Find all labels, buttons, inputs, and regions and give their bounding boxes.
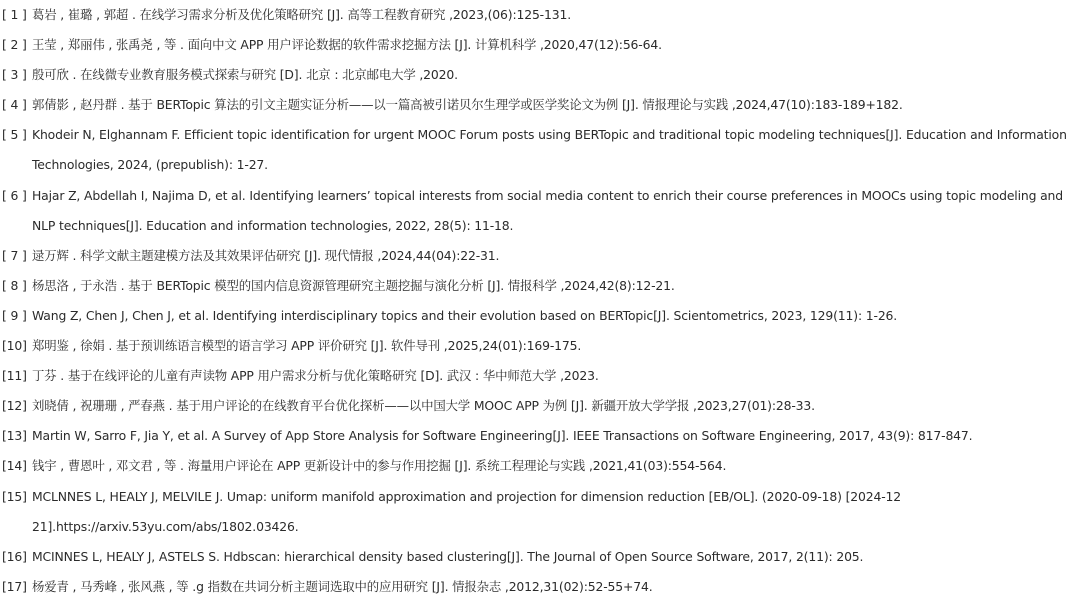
reference-item-1 <box>0 0 1080 30</box>
reference-text: Hajar Z, Abdellah I, Najima D, et al. Identifying learners’ topical interests from social media content to enrich their course preferences in MOOCs using topic modeling and NLP techniques[J]. Education and information technologies, 2022, 28(5): 11-18. <box>32 187 1063 233</box>
reference-text: 杨思洛 , 于永浩 . 基于 BERTopic 模型的国内信息资源管理研究主题挖掘与演化分析 [J]. 情报科学 ,2024,42(8):12-21. <box>32 277 675 293</box>
reference-item-12 <box>0 391 1080 421</box>
reference-item-13 <box>0 421 1080 451</box>
reference-item-17 <box>0 572 1080 602</box>
reference-number: [ 6 ] <box>2 187 27 203</box>
reference-number: [ 3 ] <box>2 67 27 83</box>
reference-item-5 <box>0 120 1080 180</box>
reference-number: [ 9 ] <box>2 307 27 323</box>
reference-item-4 <box>0 90 1080 120</box>
reference-item-7 <box>0 241 1080 271</box>
reference-text: MCLNNES L, HEALY J, MELVILE J. Umap: uniform manifold approximation and projection for dimension reduction [EB/OL]. (2020-09-18) [2024-12 21].https://arxiv.53yu.com/abs/1802.03426. <box>32 488 901 534</box>
reference-number: [ 5 ] <box>2 127 27 143</box>
reference-text: 葛岩 , 崔璐 , 郭超 . 在线学习需求分析及优化策略研究 [J]. 高等工程教育研究 ,2023,(06):125-131. <box>32 7 571 22</box>
reference-number: [10] <box>2 338 27 354</box>
reference-text: Martin W, Sarro F, Jia Y, et al. A Survey of App Store Analysis for Software Engineering[J]. IEEE Transactions on Software Engineering, 2017, 43(9): 817-847. <box>32 428 973 444</box>
reference-number: [12] <box>2 398 27 414</box>
reference-text: 殷可欣 . 在线微专业教育服务模式探索与研究 [D]. 北京 : 北京邮电大学 ,2020. <box>32 67 458 83</box>
reference-text: Wang Z, Chen J, Chen J, et al. Identifying interdisciplinary topics and their evolution based on BERTopic[J]. Scientometrics, 2023, 129(11): 1-26. <box>32 307 898 323</box>
reference-item-10 <box>0 331 1080 361</box>
reference-text: 郑明鉴 , 徐娟 . 基于预训练语言模型的语言学习 APP 评价研究 [J]. 软件导刊 ,2025,24(01):169-175. <box>32 338 582 354</box>
reference-number: [16] <box>2 548 27 564</box>
reference-number: [ 4 ] <box>2 97 27 113</box>
reference-text: 丁芬 . 基于在线评论的儿童有声读物 APP 用户需求分析与优化策略研究 [D]. 武汉 : 华中师范大学 ,2023. <box>32 368 599 384</box>
reference-item-15 <box>0 482 1080 542</box>
reference-text: 王莹 , 郑丽伟 , 张禹尧 , 等 . 面向中文 APP 用户评论数据的软件需求挖掘方法 [J]. 计算机科学 ,2020,47(12):56-64. <box>32 37 662 53</box>
reference-item-14 <box>0 451 1080 481</box>
reference-number: [11] <box>2 368 27 384</box>
reference-text: 杨爱青 , 马秀峰 , 张风燕 , 等 .g 指数在共词分析主题词选取中的应用研究 [J]. 情报杂志 ,2012,31(02):52-55+74. <box>32 578 653 594</box>
reference-item-11 <box>0 361 1080 391</box>
reference-text: 逯万辉 . 科学文献主题建模方法及其效果评估研究 [J]. 现代情报 ,2024,44(04):22-31. <box>32 247 500 263</box>
reference-text: Khodeir N, Elghannam F. Efficient topic identification for urgent MOOC Forum posts using BERTopic and traditional topic modeling techniques[J]. Education and Information Technologies, 2024, (prepublish): 1-27. <box>32 127 1067 173</box>
reference-item-3 <box>0 60 1080 90</box>
reference-number: [ 2 ] <box>2 37 27 53</box>
reference-text: 刘晓倩 , 祝珊珊 , 严春燕 . 基于用户评论的在线教育平台优化探析——以中国大学 MOOC APP 为例 [J]. 新疆开放大学学报 ,2023,27(01):28-33. <box>32 398 815 414</box>
reference-item-6 <box>0 181 1080 241</box>
reference-item-8 <box>0 271 1080 301</box>
reference-number: [ 7 ] <box>2 247 27 263</box>
reference-number: [ 1 ] <box>2 7 27 22</box>
reference-item-9 <box>0 301 1080 331</box>
reference-item-16 <box>0 542 1080 572</box>
reference-item-2 <box>0 30 1080 60</box>
reference-number: [15] <box>2 488 27 504</box>
reference-text: 郭倩影 , 赵丹群 . 基于 BERTopic 算法的引文主题实证分析——以一篇高被引诺贝尔生理学或医学奖论文为例 [J]. 情报理论与实践 ,2024,47(10):183-189+182. <box>32 97 903 113</box>
reference-text: MCINNES L, HEALY J, ASTELS S. Hdbscan: hierarchical density based clustering[J]. The Journal of Open Source Software, 2017, 2(11): 205. <box>32 548 864 564</box>
reference-number: [13] <box>2 428 27 444</box>
reference-number: [17] <box>2 578 27 594</box>
reference-number: [14] <box>2 458 27 474</box>
reference-text: 钱宇 , 曹恩叶 , 邓文君 , 等 . 海量用户评论在 APP 更新设计中的参与作用挖掘 [J]. 系统工程理论与实践 ,2021,41(03):554-564. <box>32 458 727 474</box>
reference-number: [ 8 ] <box>2 277 27 293</box>
